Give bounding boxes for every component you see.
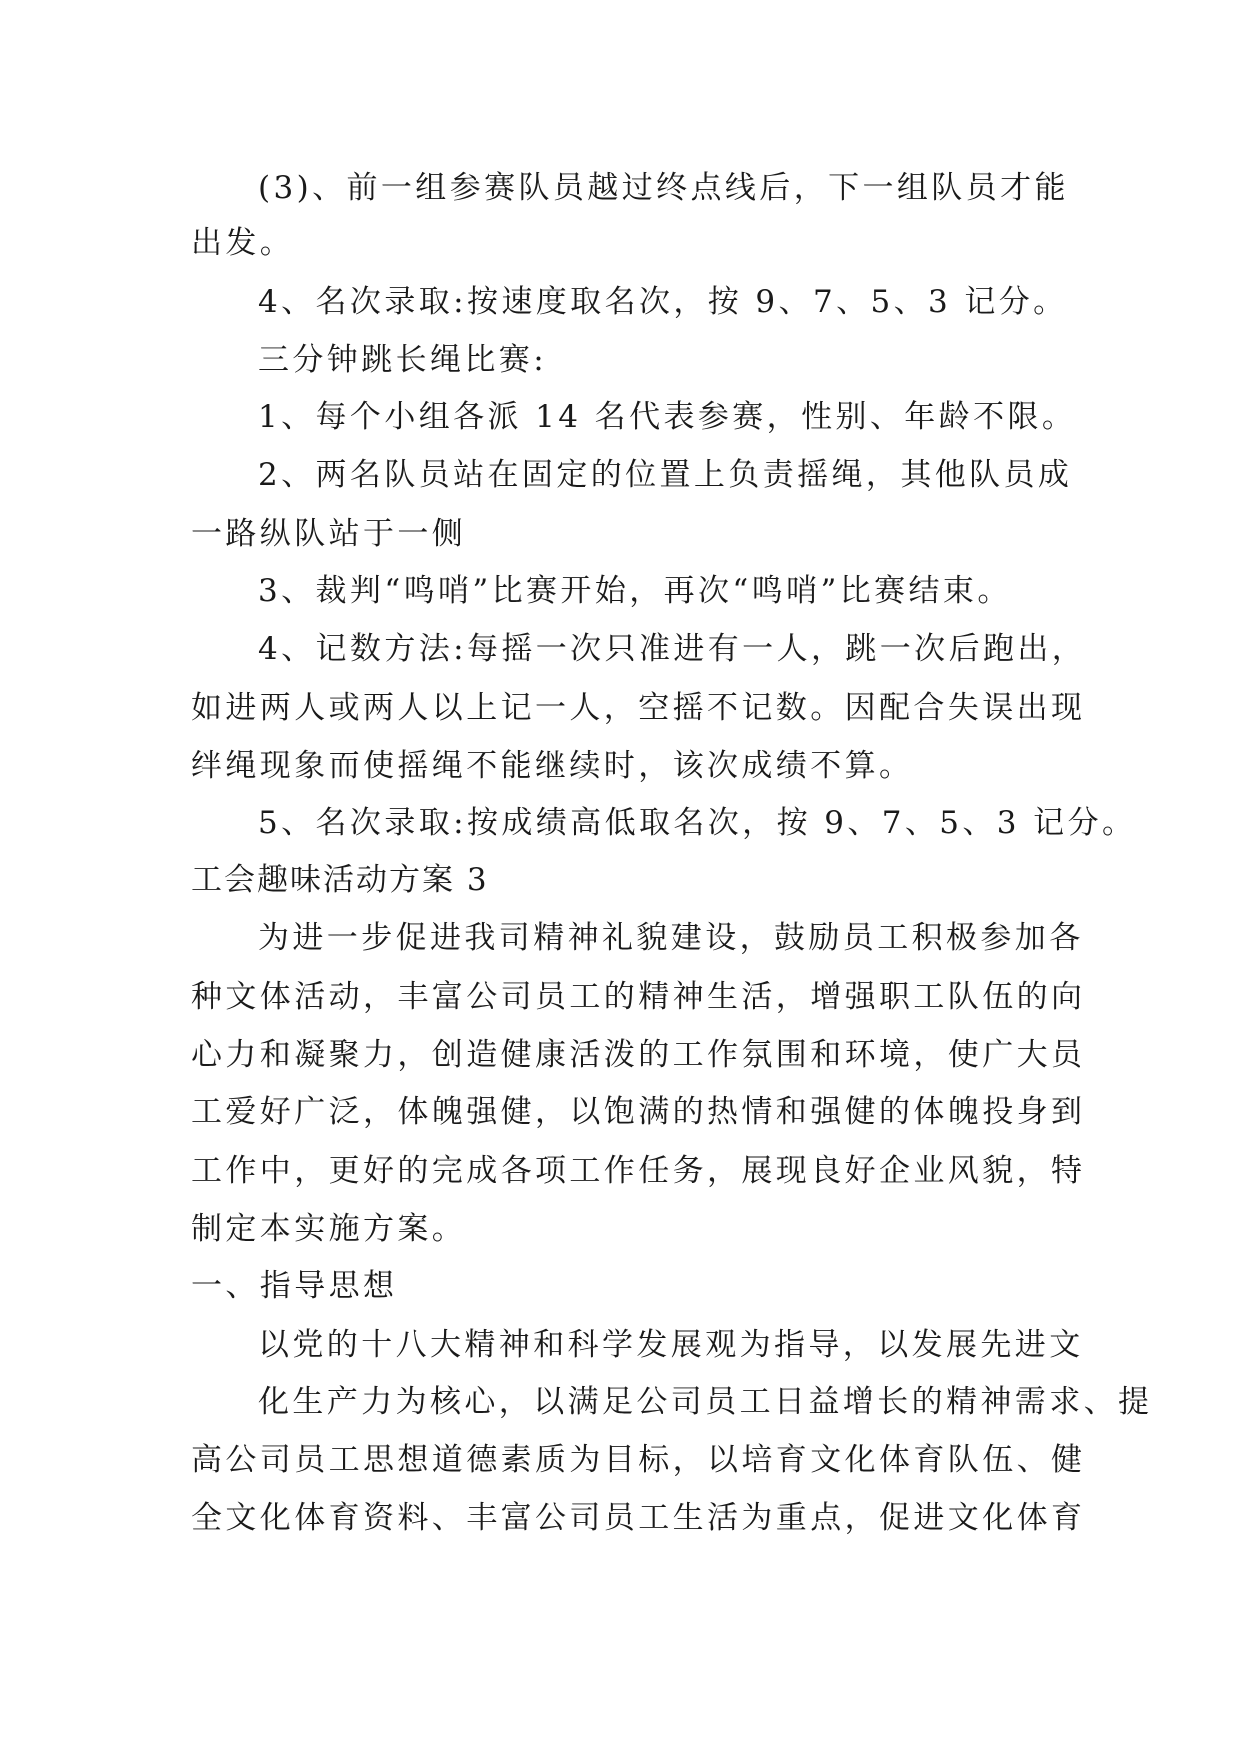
- text-line: 一路纵队站于一侧: [191, 516, 467, 552]
- text-line: 以党的十八大精神和科学发展观为指导，以发展先进文: [258, 1327, 1084, 1363]
- text-line: 工作中，更好的完成各项工作任务，展现良好企业风貌，特: [191, 1153, 1086, 1189]
- text-line: 1、每个小组各派 14 名代表参赛，性别、年龄不限。: [258, 399, 1077, 435]
- text-line: 制定本实施方案。: [191, 1211, 467, 1247]
- text-line: 5、名次录取:按成绩高低取名次，按 9、7、5、3 记分。: [258, 805, 1137, 841]
- text-line: 3、裁判“鸣哨”比赛开始，再次“鸣哨”比赛结束。: [258, 573, 1012, 609]
- section-heading: 三分钟跳长绳比赛:: [258, 342, 548, 378]
- text-line: 4、名次录取:按速度取名次，按 9、7、5、3 记分。: [258, 284, 1068, 320]
- text-line: 绊绳现象而使摇绳不能继续时，该次成绩不算。: [191, 748, 914, 784]
- text-line: 化生产力为核心，以满足公司员工日益增长的精神需求、提: [258, 1384, 1153, 1420]
- section-heading: 一、指导思想: [191, 1268, 398, 1304]
- text-line: 心力和凝聚力，创造健康活泼的工作氛围和环境，使广大员: [191, 1037, 1086, 1073]
- text-line: 高公司员工思想道德素质为目标，以培育文化体育队伍、健: [191, 1442, 1086, 1478]
- text-line: 全文化体育资料、丰富公司员工生活为重点，促进文化体育: [191, 1500, 1086, 1536]
- text-line: 为进一步促进我司精神礼貌建设，鼓励员工积极参加各: [258, 920, 1084, 956]
- text-line: 工爱好广泛，体魄强健，以饱满的热情和强健的体魄投身到: [191, 1094, 1086, 1130]
- text-line: (3)、前一组参赛队员越过终点线后，下一组队员才能: [258, 170, 1069, 206]
- text-line: 出发。: [191, 225, 295, 261]
- text-line: 2、两名队员站在固定的位置上负责摇绳，其他队员成: [258, 457, 1073, 493]
- text-line: 如进两人或两人以上记一人，空摇不记数。因配合失误出现: [191, 690, 1086, 726]
- text-line: 种文体活动，丰富公司员工的精神生活，增强职工队伍的向: [191, 979, 1086, 1015]
- document-title: 工会趣味活动方案 3: [191, 862, 489, 898]
- text-line: 4、记数方法:每摇一次只准进有一人，跳一次后跑出，: [258, 631, 1087, 667]
